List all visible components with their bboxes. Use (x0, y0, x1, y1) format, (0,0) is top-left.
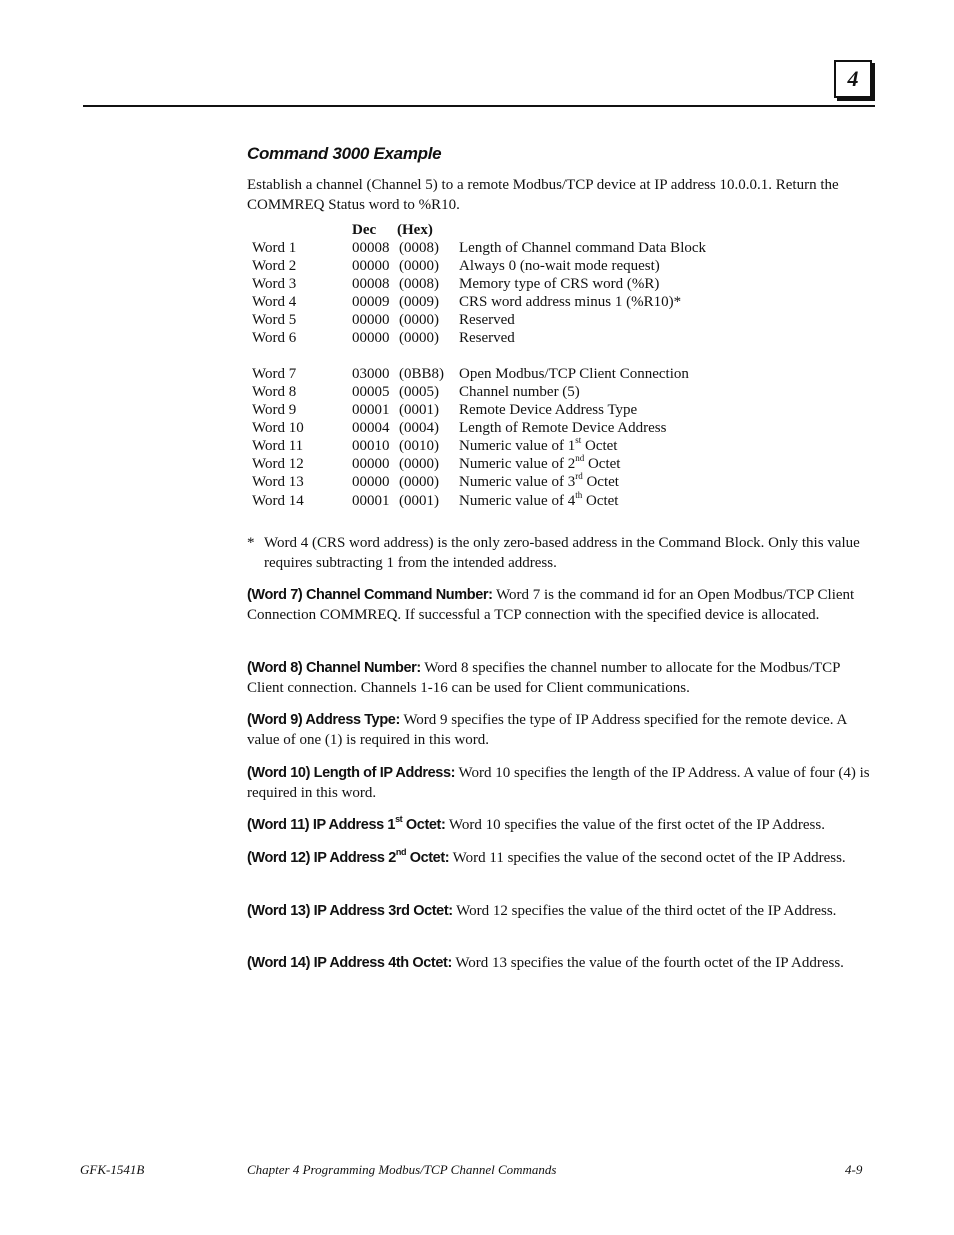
description-text: Word 12 specifies the value of the third octet of the IP Address. (452, 903, 837, 919)
desc-cell: Reserved (459, 330, 515, 346)
desc-cell: CRS word address minus 1 (%R10)* (459, 294, 682, 310)
footnote-marker: * (247, 535, 255, 551)
chapter-number-box: 4 (834, 60, 872, 98)
table-row (0, 275, 954, 293)
header-rule (83, 105, 875, 107)
word-cell: Word 1 (252, 240, 297, 256)
intro-paragraph: Establish a channel (Channel 5) to a remote Modbus/TCP device at IP address 10.0.0.1. Return the COMMREQ Status word to %R10. (247, 177, 839, 214)
table-row (0, 239, 954, 257)
description-paragraph (247, 901, 871, 921)
dec-cell: 00000 (352, 312, 390, 328)
word-cell: Word 10 (252, 420, 304, 436)
dec-cell: 00010 (352, 438, 390, 454)
table-row (0, 492, 954, 510)
description-paragraph (247, 658, 871, 699)
hex-cell: (0001) (399, 402, 439, 418)
description-text: Word 8 specifies the channel number to allocate for the Modbus/TCP Client connection. Channels 1-16 can be used for Client communications. (247, 660, 840, 697)
desc-cell: Reserved (459, 312, 515, 328)
desc-cell: Length of Remote Device Address (459, 420, 667, 436)
footnote-text: Word 4 (CRS word address) is the only zero-based address in the Command Block. Only this value requires subtracting 1 from the intended address. (264, 535, 860, 571)
table-row (0, 419, 954, 437)
description-lead: (Word 8) Channel Number: (247, 660, 421, 676)
word-cell: Word 3 (252, 276, 297, 292)
hex-cell: (0008) (399, 240, 439, 256)
description-paragraph (247, 763, 871, 804)
dec-cell: 00009 (352, 294, 390, 310)
desc-cell: Memory type of CRS word (%R) (459, 276, 660, 292)
table-row (0, 311, 954, 329)
footer-chapter: Chapter 4 Programming Modbus/TCP Channel Commands (247, 1162, 557, 1177)
section-title: Command 3000 Example (247, 144, 442, 163)
footer-doc-id: GFK-1541B (80, 1162, 145, 1177)
hex-cell: (0005) (399, 384, 439, 400)
table-header-hex: (Hex) (397, 222, 433, 238)
desc-cell: Remote Device Address Type (459, 402, 638, 418)
hex-cell: (0BB8) (399, 366, 444, 382)
footer-page-number: 4-9 (845, 1162, 863, 1177)
hex-cell: (0000) (399, 258, 439, 274)
description-lead: (Word 7) Channel Command Number: (247, 587, 493, 603)
dec-cell: 00008 (352, 276, 390, 292)
word-cell: Word 12 (252, 456, 304, 472)
description-text: Word 7 is the command id for an Open Modbus/TCP Client Connection COMMREQ. If successful a TCP connection with the specified device is allocated. (247, 587, 855, 624)
word-cell: Word 6 (252, 330, 297, 346)
desc-cell: Numeric value of 1st Octet (459, 435, 618, 454)
description-paragraph (247, 585, 871, 626)
table-row (0, 365, 954, 383)
dec-cell: 00001 (352, 402, 390, 418)
description-paragraph (247, 848, 871, 868)
word-cell: Word 4 (252, 294, 297, 310)
table-row (0, 473, 954, 491)
table-row (0, 401, 954, 419)
desc-cell: Channel number (5) (459, 384, 580, 400)
dec-cell: 00000 (352, 258, 390, 274)
hex-cell: (0009) (399, 294, 439, 310)
word-cell: Word 5 (252, 312, 297, 328)
hex-cell: (0000) (399, 474, 439, 490)
description-paragraph (247, 815, 871, 835)
desc-cell: Length of Channel command Data Block (459, 240, 707, 256)
hex-cell: (0010) (399, 438, 439, 454)
desc-cell: Always 0 (no-wait mode request) (459, 258, 660, 274)
description-text: Word 10 specifies the length of the IP Address. A value of four (4) is required in this word. (247, 765, 870, 802)
word-cell: Word 2 (252, 258, 297, 274)
dec-cell: 00000 (352, 330, 390, 346)
dec-cell: 00000 (352, 456, 390, 472)
description-paragraph (247, 953, 871, 973)
table-row (0, 437, 954, 455)
table-row (0, 455, 954, 473)
description-text: Word 10 specifies the value of the first octet of the IP Address. (445, 817, 825, 833)
description-paragraph (247, 710, 871, 751)
word-cell: Word 13 (252, 474, 304, 490)
word-cell: Word 9 (252, 402, 297, 418)
word-cell: Word 14 (252, 493, 304, 509)
table-row (0, 257, 954, 275)
dec-cell: 00005 (352, 384, 390, 400)
footnote (247, 533, 869, 573)
desc-cell: Numeric value of 3rd Octet (459, 471, 619, 490)
description-text: Word 13 specifies the value of the fourth octet of the IP Address. (451, 955, 844, 971)
description-text: Word 9 specifies the type of IP Address specified for the remote device. A value of one (1) is required in this word. (247, 712, 847, 749)
hex-cell: (0000) (399, 330, 439, 346)
dec-cell: 00008 (352, 240, 390, 256)
table-row (0, 329, 954, 347)
dec-cell: 03000 (352, 366, 390, 382)
description-lead: (Word 10) Length of IP Address: (247, 765, 456, 781)
word-cell: Word 8 (252, 384, 297, 400)
dec-cell: 00001 (352, 493, 390, 509)
hex-cell: (0008) (399, 276, 439, 292)
description-lead: (Word 12) IP Address 2nd Octet: (247, 847, 450, 866)
dec-cell: 00004 (352, 420, 390, 436)
table-row (0, 293, 954, 311)
description-lead: (Word 13) IP Address 3rd Octet: (247, 903, 453, 919)
hex-cell: (0000) (399, 456, 439, 472)
description-lead: (Word 11) IP Address 1st Octet: (247, 814, 446, 833)
description-lead: (Word 9) Address Type: (247, 712, 400, 728)
hex-cell: (0000) (399, 312, 439, 328)
desc-cell: Numeric value of 2nd Octet (459, 453, 621, 472)
dec-cell: 00000 (352, 474, 390, 490)
hex-cell: (0001) (399, 493, 439, 509)
word-cell: Word 7 (252, 366, 297, 382)
table-row (0, 383, 954, 401)
description-lead: (Word 14) IP Address 4th Octet: (247, 955, 452, 971)
table-header-dec: Dec (352, 222, 377, 238)
desc-cell: Numeric value of 4th Octet (459, 490, 619, 509)
desc-cell: Open Modbus/TCP Client Connection (459, 366, 689, 382)
hex-cell: (0004) (399, 420, 439, 436)
description-text: Word 11 specifies the value of the second octet of the IP Address. (449, 850, 846, 866)
word-cell: Word 11 (252, 438, 304, 454)
